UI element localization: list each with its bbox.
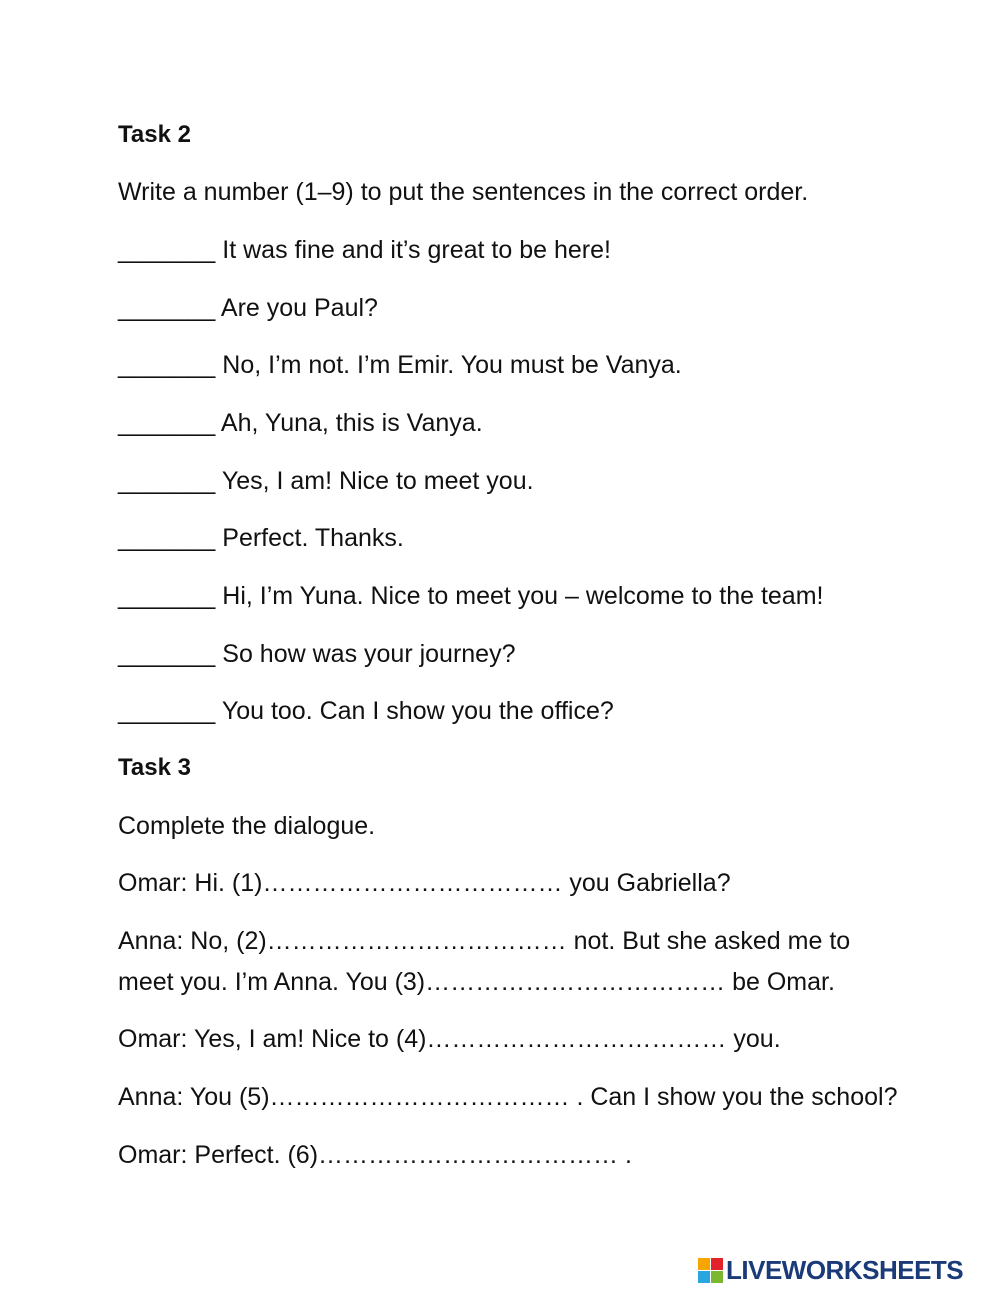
answer-blank[interactable]: _______	[118, 236, 216, 264]
list-item: _______ Hi, I’m Yuna. Nice to meet you – welcome to the team!	[118, 582, 824, 610]
liveworksheets-logo	[698, 1255, 963, 1285]
list-item: _______ Yes, I am! Nice to meet you.	[118, 467, 534, 495]
dialogue-line[interactable]: Anna: You (5)……………………………… . Can I show you the school?	[118, 1083, 898, 1111]
dialogue-line[interactable]: Omar: Hi. (1)……………………………… you Gabriella?	[118, 869, 731, 897]
dialogue-line[interactable]: meet you. I’m Anna. You (3)……………………………… be Omar.	[118, 968, 835, 996]
task3-heading: Task 3	[118, 754, 191, 781]
answer-blank[interactable]: _______	[118, 409, 216, 437]
dialogue-line[interactable]: Omar: Yes, I am! Nice to (4)……………………………… you.	[118, 1025, 781, 1053]
list-item: _______ You too. Can I show you the office?	[118, 697, 614, 725]
answer-blank[interactable]: _______	[118, 467, 216, 495]
logo-blocks-icon	[698, 1258, 723, 1283]
answer-blank[interactable]: _______	[118, 294, 216, 322]
task3-instruction: Complete the dialogue.	[118, 812, 376, 840]
answer-blank[interactable]: _______	[118, 582, 216, 610]
list-item: _______ Perfect. Thanks.	[118, 524, 404, 552]
list-item: _______ It was fine and it’s great to be here!	[118, 236, 611, 264]
dialogue-line[interactable]: Omar: Perfect. (6)……………………………… .	[118, 1141, 632, 1169]
list-item: _______ So how was your journey?	[118, 640, 516, 668]
list-item: _______ Ah, Yuna, this is Vanya.	[118, 409, 483, 437]
answer-blank[interactable]: _______	[118, 697, 216, 725]
answer-blank[interactable]: _______	[118, 524, 216, 552]
task2-instruction: Write a number (1–9) to put the sentences in the correct order.	[118, 178, 809, 206]
list-item: _______ Are you Paul?	[118, 294, 378, 322]
task2-heading: Task 2	[118, 121, 191, 148]
answer-blank[interactable]: _______	[118, 640, 216, 668]
logo-text: LIVEWORKSHEETS	[726, 1254, 964, 1285]
list-item: _______ No, I’m not. I’m Emir. You must be Vanya.	[118, 351, 682, 379]
answer-blank[interactable]: _______	[118, 351, 216, 379]
dialogue-line[interactable]: Anna: No, (2)……………………………… not. But she asked me to	[118, 927, 851, 955]
